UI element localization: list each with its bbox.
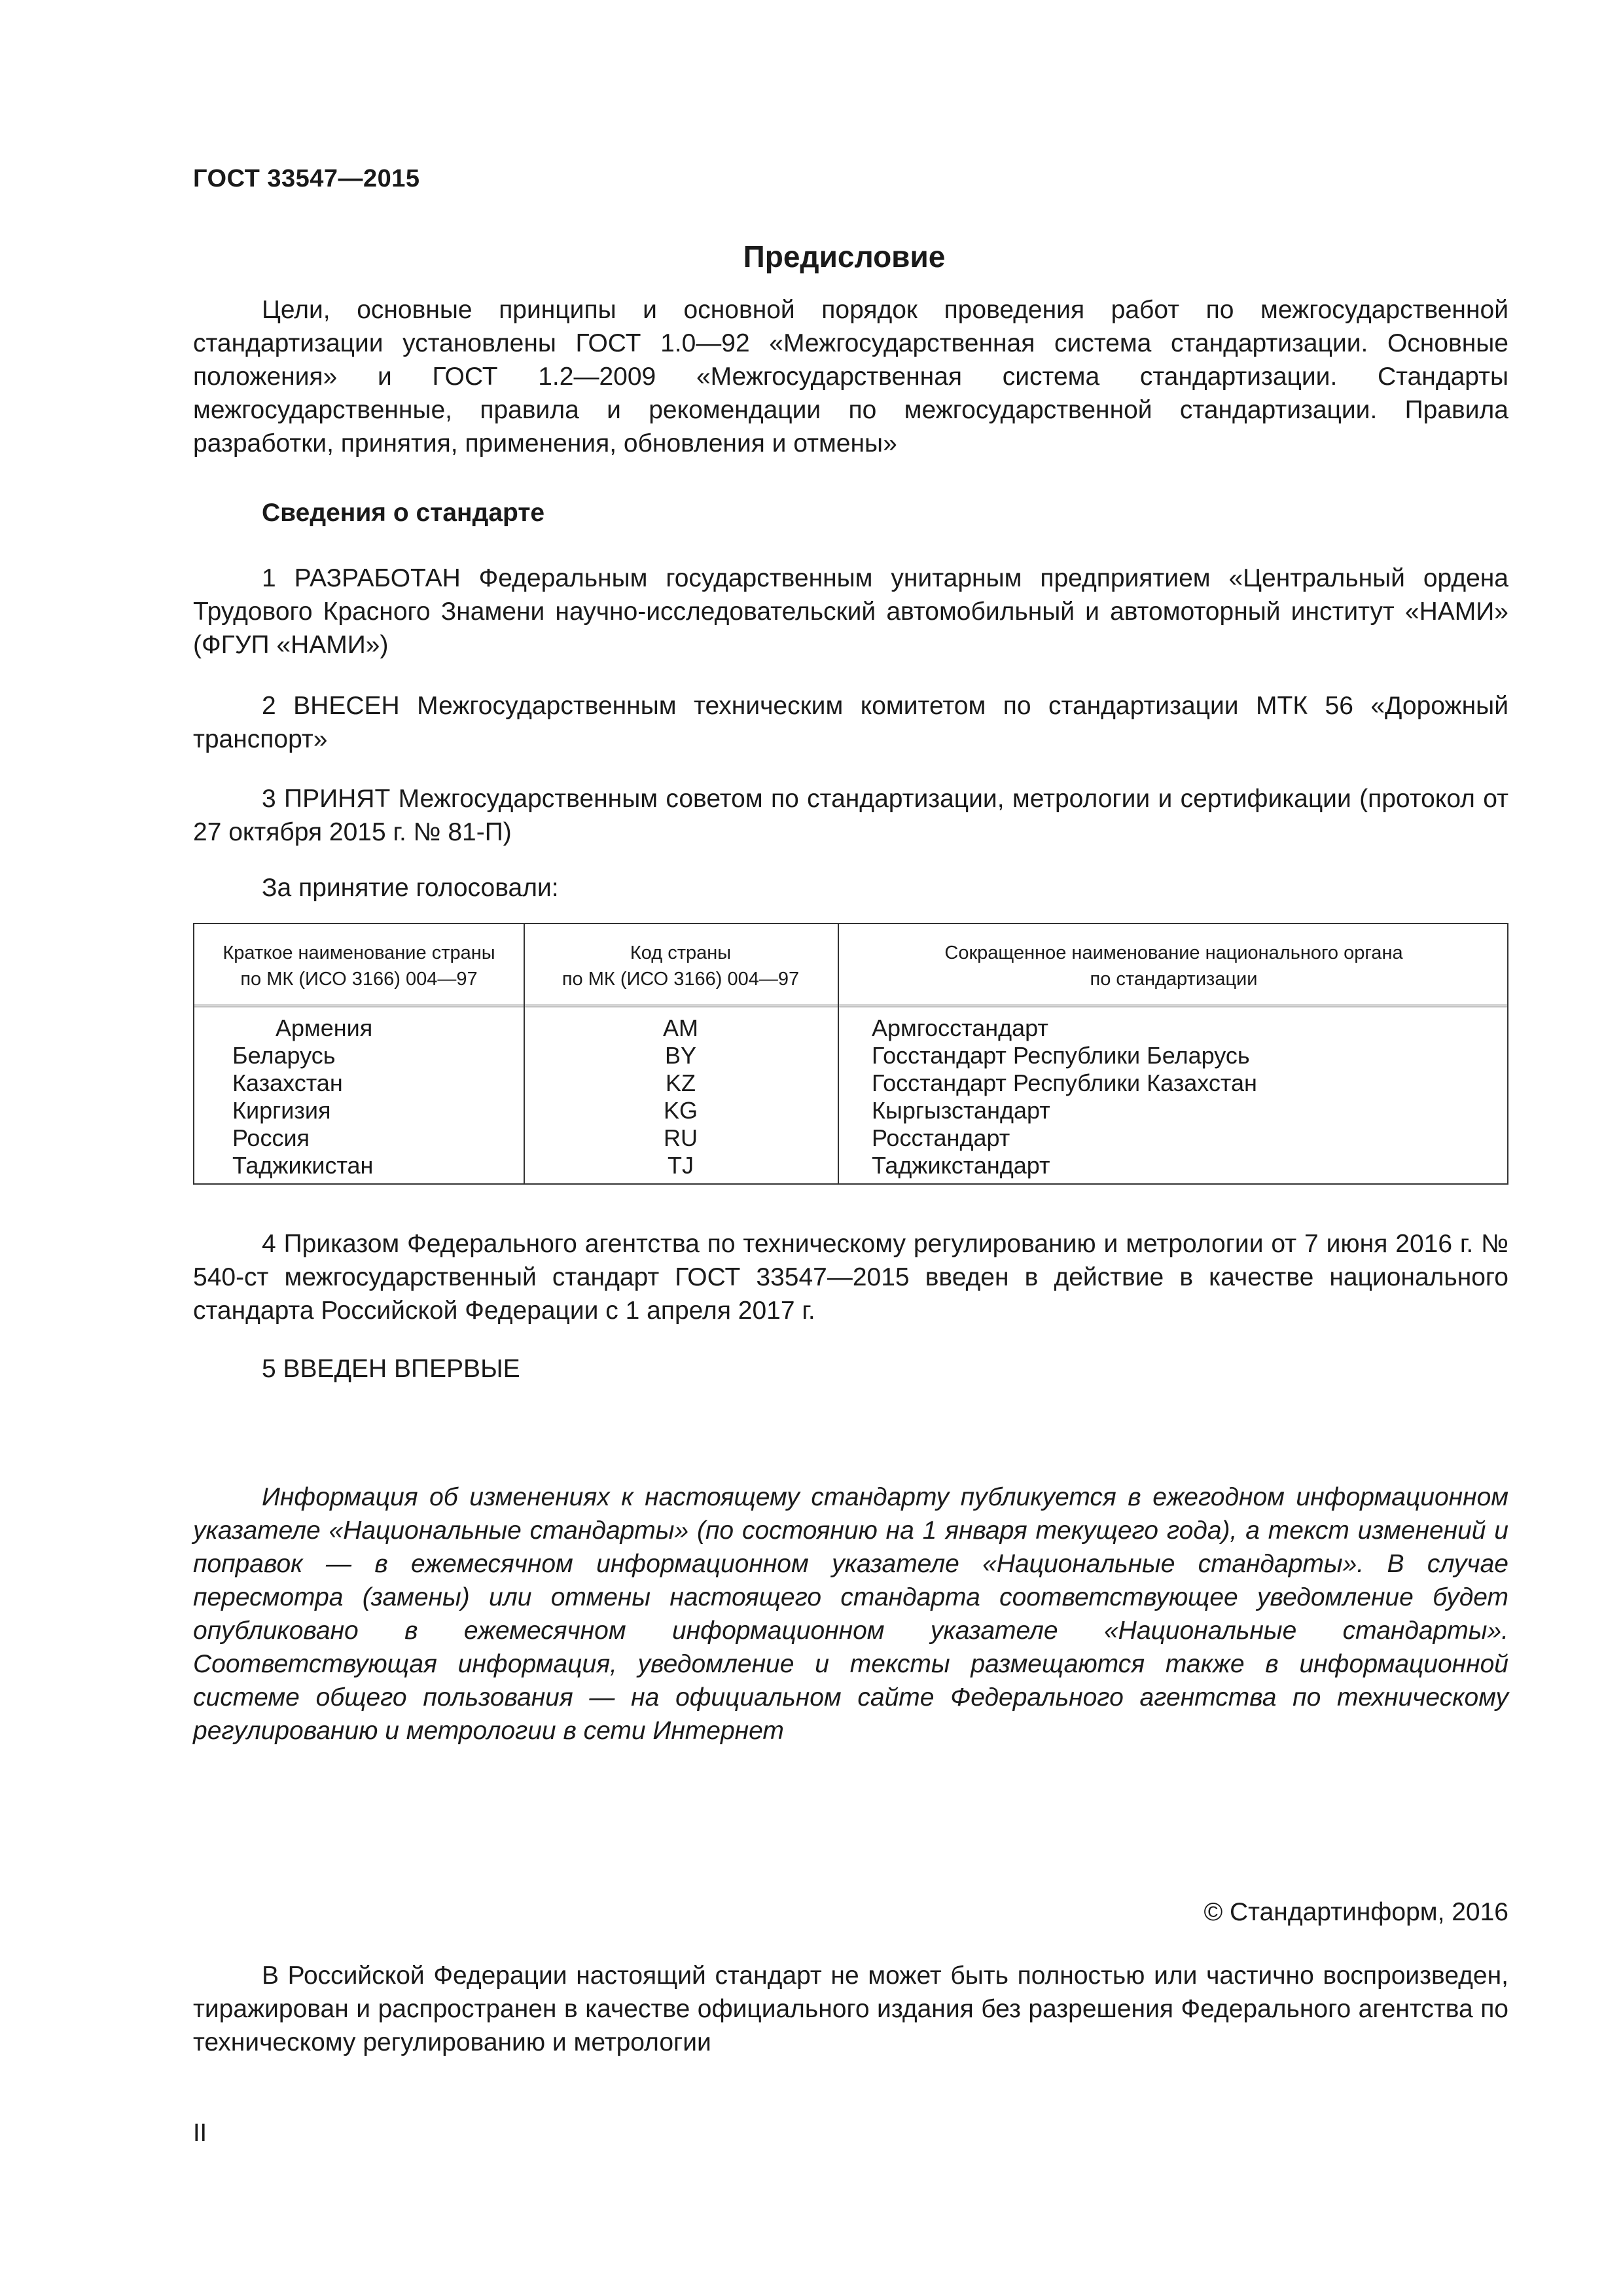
- page-number: II: [193, 2119, 207, 2147]
- header-org-line-2: по стандартизации: [1090, 969, 1258, 990]
- document-code-header: ГОСТ 33547—2015: [193, 165, 420, 192]
- item-1-paragraph: 1 РАЗРАБОТАН Федеральным государственным унитарным предприятием «Центральный ордена Трудового Красного Знамени научно-исследовательский автомобильный и автомоторный институт «НАМИ» (ФГУП «НАМИ»): [193, 564, 1508, 659]
- table-cell-org: Росстандарт: [872, 1124, 1010, 1151]
- table-cell-org: Армгосстандарт: [872, 1014, 1048, 1041]
- header-country: [194, 940, 524, 992]
- table-cell-country: Киргизия: [232, 1097, 331, 1124]
- table-cell-country: Таджикистан: [232, 1152, 374, 1179]
- table-cell-code: AM: [663, 1014, 698, 1041]
- header-code-line-2: по МК (ИСО 3166) 004—97: [562, 969, 800, 990]
- intro-paragraph: Цели, основные принципы и основной порядок проведения работ по межгосударственной стандартизации установлены ГОСТ 1.0—92 «Межгосударственная система стандартизации. Основные положения» и ГОСТ 1.2—2009 «Межгосударственная система стандартизации. Стандарты межгосударственные, правила и рекомендации по межгосударственной стандартизации. Правила разработки, принятия, применения, обновления и отмены»: [193, 296, 1508, 457]
- table-cell-code: RU: [664, 1124, 698, 1151]
- copyright-line: © Стандартинформ, 2016: [1204, 1898, 1508, 1926]
- table-cell-org: Госстандарт Республики Беларусь: [872, 1042, 1250, 1069]
- legal-notice-paragraph: В Российской Федерации настоящий стандарт не может быть полностью или частично воспроизведен, тиражирован и распространен в качестве официального издания без разрешения Федерального агентства по техническому регулированию и метрологии: [193, 1962, 1508, 2056]
- header-country-line-2: по МК (ИСО 3166) 004—97: [240, 969, 478, 990]
- table-cell-code: TJ: [668, 1152, 694, 1179]
- item-4-paragraph: 4 Приказом Федерального агентства по техническому регулированию и метрологии от 7 июня 2016 г. № 540-ст межгосударственный стандарт ГОСТ 33547—2015 введен в действие в качестве национального стандарта Российской Федерации с 1 апреля 2017 г.: [193, 1230, 1508, 1325]
- table-cell-org: Госстандарт Республики Казахстан: [872, 1069, 1257, 1096]
- header-org: [838, 940, 1510, 992]
- table-cell-country: Россия: [232, 1124, 310, 1151]
- vote-caption: За принятие голосовали:: [262, 874, 559, 902]
- org-column: [872, 1014, 1500, 1179]
- item-5-paragraph: 5 ВВЕДЕН ВПЕРВЫЕ: [262, 1355, 520, 1383]
- table-cell-code: KZ: [665, 1069, 696, 1096]
- page-title: Предисловие: [743, 240, 946, 274]
- table-cell-country: Беларусь: [232, 1042, 336, 1069]
- table-cell-country: Армения: [276, 1014, 373, 1041]
- item-2-paragraph: 2 ВНЕСЕН Межгосударственным техническим комитетом по стандартизации МТК 56 «Дорожный транспорт»: [193, 692, 1508, 753]
- item-3-paragraph: 3 ПРИНЯТ Межгосударственным советом по стандартизации, метрологии и сертификации (протокол от 27 октября 2015 г. № 81-П): [193, 785, 1508, 846]
- header-country-line-1: Краткое наименование страны: [223, 942, 495, 963]
- table-cell-code: BY: [664, 1042, 697, 1069]
- table-cell-org: Таджикстандарт: [872, 1152, 1050, 1179]
- table-cell-country: Казахстан: [232, 1069, 343, 1096]
- table-cell-code: KG: [663, 1097, 698, 1124]
- header-code: [524, 940, 838, 992]
- table-cell-org: Кыргызстандарт: [872, 1097, 1050, 1124]
- info-notice-paragraph: Информация об изменениях к настоящему стандарту публикуется в ежегодном информационном указателе «Национальные стандарты» (по состоянию на 1 января текущего года), а текст изменений и поправок — в ежемесячном информационном указателе «Национальные стандарты». В случае пересмотра (замены) или отмены настоящего стандарта соответствующее уведомление будет опубликовано в ежемесячном информационном указателе «Национальные стандарты». Соответствующая информация, уведомление и тексты размещаются также в информационной системе общего пользования — на официальном сайте Федерального агентства по техническому регулированию и метрологии в сети Интернет: [193, 1483, 1508, 1745]
- section-title: Сведения о стандарте: [262, 499, 545, 527]
- header-org-line-1: Сокращенное наименование национального органа: [944, 942, 1403, 963]
- country-column: [194, 1014, 524, 1179]
- code-column: [524, 1014, 838, 1179]
- voting-table: [193, 923, 1508, 1185]
- header-code-line-1: Код страны: [630, 942, 732, 963]
